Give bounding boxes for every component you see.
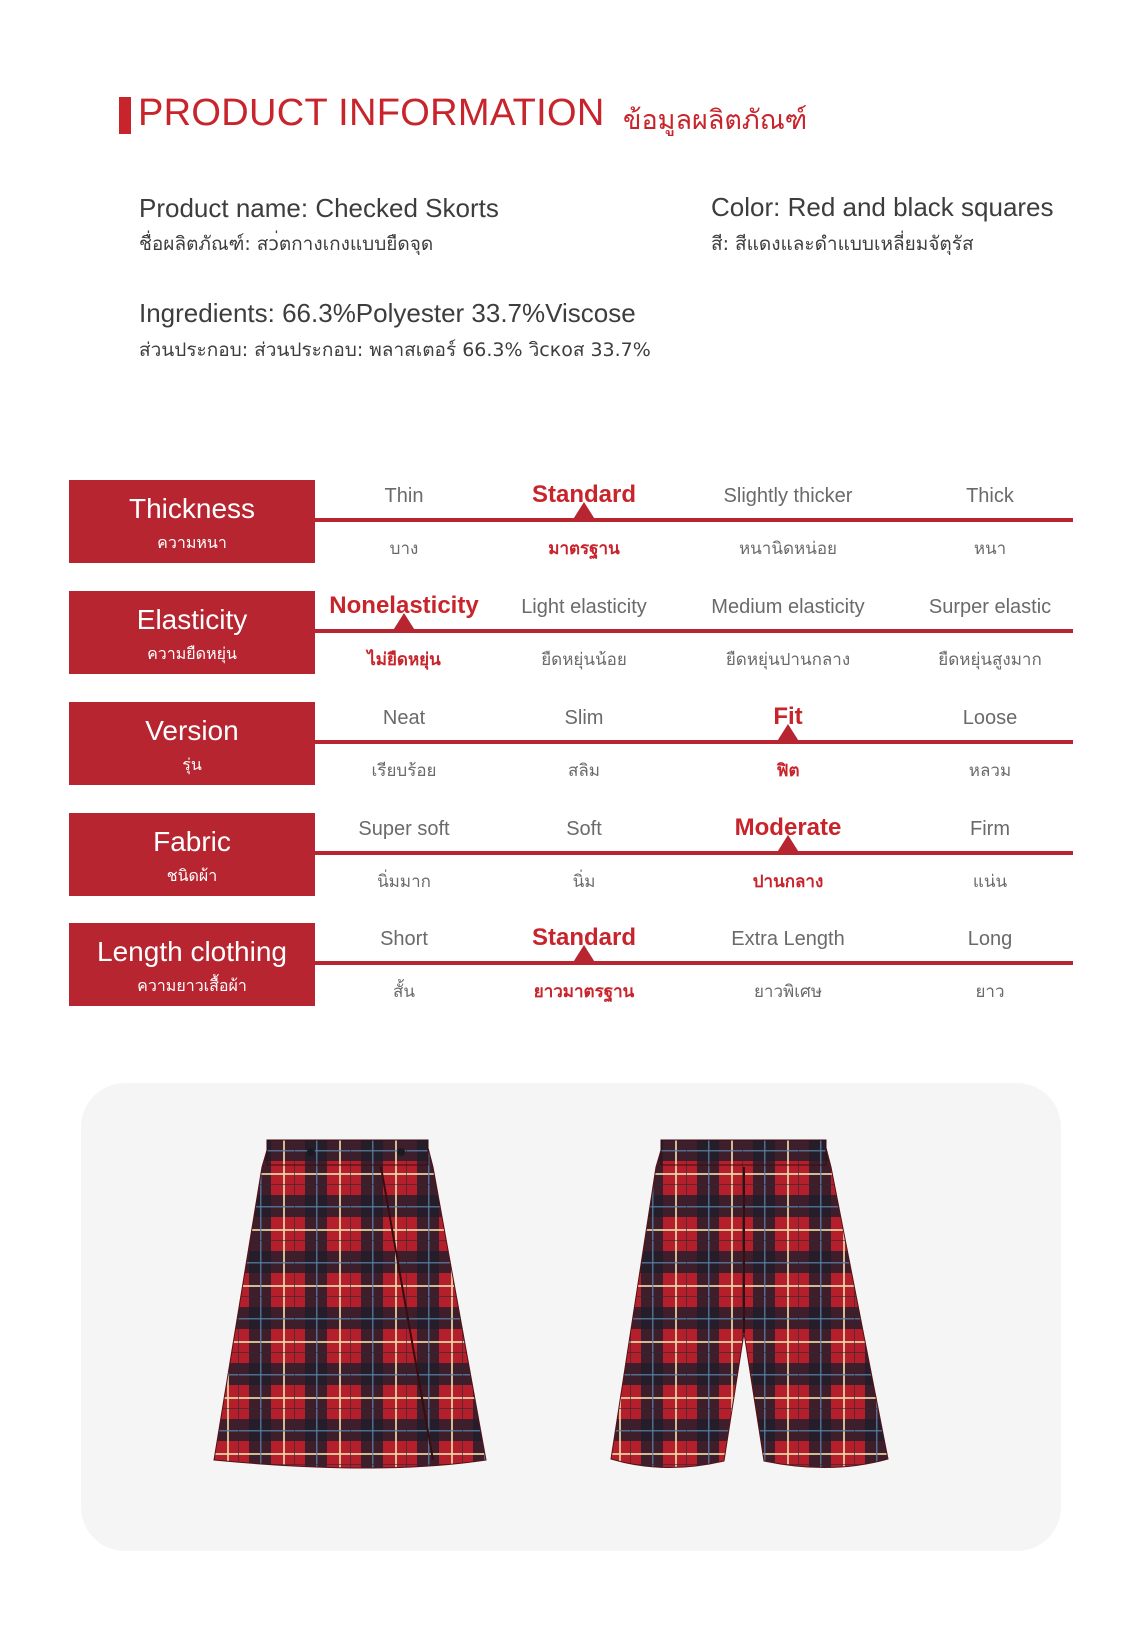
- scale-option-th: นิ่ม: [572, 872, 596, 892]
- scale-option-th: บาง: [389, 539, 419, 559]
- scale-line: [315, 740, 1073, 744]
- scale-option-th: มาตรฐาน: [548, 539, 620, 559]
- attribute-label: [69, 813, 315, 896]
- scale-line: [315, 961, 1073, 965]
- product-name: Product name: Checked Skorts: [139, 193, 499, 223]
- scale-option-th: ยืดหยุ่นน้อย: [541, 650, 627, 670]
- scale-option-en: Slightly thicker: [723, 485, 853, 507]
- scale-option-th: แน่น: [972, 872, 1008, 892]
- scale-option-en: Slim: [564, 707, 604, 729]
- scale-option-th: ไม่ยืดหยุ่น: [367, 650, 441, 670]
- scale-option-th: เรียบร้อย: [371, 761, 437, 781]
- scale-option-en: Loose: [962, 707, 1018, 729]
- product-ingredients-thai: ส่วนประกอบ: ส่วนประกอบ: พลาสเตอร์ 66.3% วิскоส 33.7%: [139, 339, 651, 361]
- skort-front-image: [214, 1140, 486, 1468]
- scale-option-th: หนานิดหน่อย: [738, 539, 838, 559]
- skort-back-image: [611, 1140, 888, 1468]
- selected-marker: [776, 724, 800, 743]
- scale-option-en: Surper elastic: [928, 596, 1052, 618]
- product-photo-panel: [81, 1083, 1061, 1551]
- attribute-label-en: Elasticity: [136, 604, 248, 635]
- product-name-thai: ชื่อผลิตภัณฑ์: สɔ่ตกางเกงแบบยืดจุด: [139, 233, 434, 255]
- attribute-label-th: รุ่น: [182, 755, 202, 774]
- scale-option-en: Moderate: [734, 814, 842, 841]
- attribute-label-en: Length clothing: [97, 936, 287, 967]
- scale-option-en: Firm: [970, 818, 1010, 840]
- attribute-label: [69, 591, 315, 674]
- scale-option-en: Light elasticity: [521, 596, 647, 618]
- selected-marker: [572, 945, 596, 964]
- page-title-thai: ข้อมูลผลิตภัณฑ์: [623, 105, 808, 136]
- scale-option-th: ยืดหยุ่นปานกลาง: [725, 650, 851, 670]
- scale-option-th: นิ่มมาก: [377, 872, 431, 892]
- scale-option-th: หลวม: [968, 761, 1012, 781]
- scale-option-th: ยาวมาตรฐาน: [533, 982, 635, 1002]
- scale-option-th: ฟิต: [776, 761, 800, 781]
- scale-option-th: ปานกลาง: [752, 872, 824, 892]
- selected-marker: [392, 613, 416, 632]
- attribute-label: [69, 480, 315, 563]
- attribute-label-th: ความหนา: [157, 533, 227, 552]
- attribute-label: [69, 702, 315, 785]
- scale-option-en: Soft: [566, 818, 602, 840]
- attribute-label-th: ความยืดหยุ่น: [147, 644, 237, 663]
- product-color: Color: Red and black squares: [711, 192, 1054, 222]
- attribute-label: [69, 923, 315, 1006]
- scale-option-en: Extra Length: [731, 928, 845, 950]
- product-color-thai: สี: สีแดงและดำแบบเหลี่ยมจัตุรัส: [711, 233, 974, 255]
- scale-option-en: Long: [967, 928, 1013, 950]
- scale-option-en: Fit: [773, 703, 803, 730]
- scale-option-en: Thin: [384, 485, 424, 507]
- scale-option-en: Super soft: [358, 818, 450, 840]
- scale-option-th: สั้น: [393, 982, 415, 1002]
- page-title: PRODUCT INFORMATION: [138, 92, 605, 134]
- scale-option-en: Short: [380, 928, 428, 950]
- scale-option-en: Standard: [531, 481, 636, 508]
- attribute-label-en: Version: [145, 715, 239, 746]
- selected-marker: [776, 835, 800, 854]
- scale-line: [315, 629, 1073, 633]
- title-accent-bar: [119, 97, 131, 134]
- attribute-label-en: Fabric: [153, 826, 231, 857]
- scale-option-th: ยาวพิเศษ: [753, 982, 823, 1002]
- scale-option-th: ยาว: [975, 982, 1005, 1002]
- scale-option-en: Medium elasticity: [711, 596, 865, 618]
- scale-option-th: ยืดหยุ่นสูงมาก: [938, 650, 1042, 670]
- scale-option-en: Neat: [382, 707, 426, 729]
- attribute-label-th: ความยาวเสื้อผ้า: [137, 976, 247, 995]
- scale-option-th: หนา: [973, 539, 1007, 559]
- scale-line: [315, 851, 1073, 855]
- attribute-label-en: Thickness: [128, 493, 256, 524]
- selected-marker: [572, 502, 596, 521]
- scale-option-en: Thick: [966, 485, 1014, 507]
- scale-option-th: สลิม: [568, 761, 600, 781]
- attribute-label-th: ชนิดผ้า: [166, 866, 218, 885]
- scale-line: [315, 518, 1073, 522]
- scale-option-en: Nonelasticity: [329, 592, 479, 619]
- scale-option-en: Standard: [531, 924, 636, 951]
- product-ingredients: Ingredients: 66.3%Polyester 33.7%Viscose: [139, 298, 636, 328]
- product-images: [81, 1083, 1061, 1551]
